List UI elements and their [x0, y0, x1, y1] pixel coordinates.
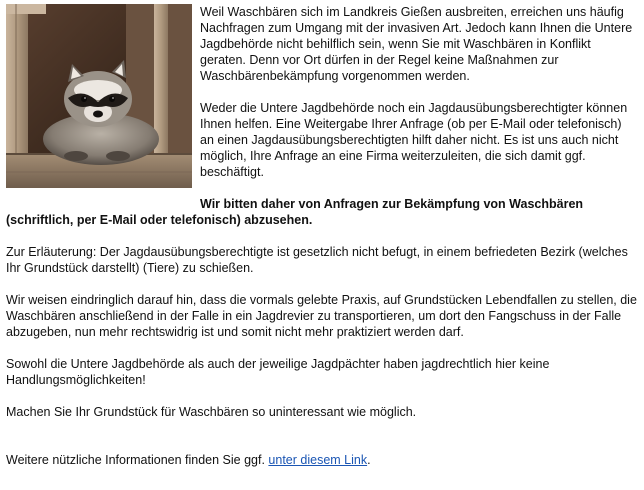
notice-line-2: (schriftlich, per E-Mail oder telefonisch) abzusehen.	[6, 213, 313, 227]
intro-text	[200, 4, 638, 180]
more-info-paragraph	[6, 452, 638, 468]
authority-paragraph: Sowohl die Untere Jagdbehörde als auch der jeweilige Jagdpächter haben jagdrechtlich hier keine Handlungsmöglichkeiten!	[6, 357, 550, 387]
notice-paragraph	[6, 196, 638, 228]
more-info-suffix: .	[367, 453, 371, 467]
raccoon-photo	[6, 4, 192, 188]
more-info-link[interactable]: unter diesem Link	[268, 453, 368, 467]
intro-paragraph-2: Weder die Untere Jagdbehörde noch ein Jagdausübungsberechtigter können Ihnen helfen. Eine Weitergabe Ihrer Anfrage (ob per E-Mail oder telefonisch) an einen Jagdausübungsberechtigten hilft daher nicht. Es ist uns auch nicht möglich, Ihre Anfrage an eine Firma weiterzuleiten, die sich damit ggf. beschäftigt.	[200, 101, 628, 179]
intro-paragraph-1: Weil Waschbären sich im Landkreis Gießen ausbreiten, erreichen uns häufig Nachfragen zum Umgang mit der invasiven Art. Jedoch kann Ihnen die Untere Jagdbehörde nicht behilflich sein, wenn Sie mit Waschbären in Konflikt geraten. Denn vor Ort dürfen in der Regel keine Maßnahmen zur Waschbärenbekämpfung vorgenommen werden.	[200, 5, 633, 83]
more-info-prefix: Weitere nützliche Informationen finden Sie ggf.	[6, 453, 269, 467]
explanation-paragraph: Zur Erläuterung: Der Jagdausübungsberechtigte ist gesetzlich nicht befugt, in einem befriedeten Bezirk (welches Ihr Grundstück darstellt) (Tiere) zu schießen.	[6, 245, 628, 275]
practice-paragraph: Wir weisen eindringlich darauf hin, dass die vormals gelebte Praxis, auf Grundstücken Lebendfallen zu stellen, die Waschbären anschließend in der Falle in ein Jagdrevier zu transportieren, um dort den Fangschuss in der Falle abzugeben, nun mehr rechtswidrig ist und somit nicht mehr praktiziert werden darf.	[6, 293, 637, 339]
notice-line-1: Wir bitten daher von Anfragen zur Bekämpfung von Waschbären	[200, 197, 584, 211]
advice-paragraph: Machen Sie Ihr Grundstück für Waschbären so uninteressant wie möglich.	[6, 405, 417, 419]
